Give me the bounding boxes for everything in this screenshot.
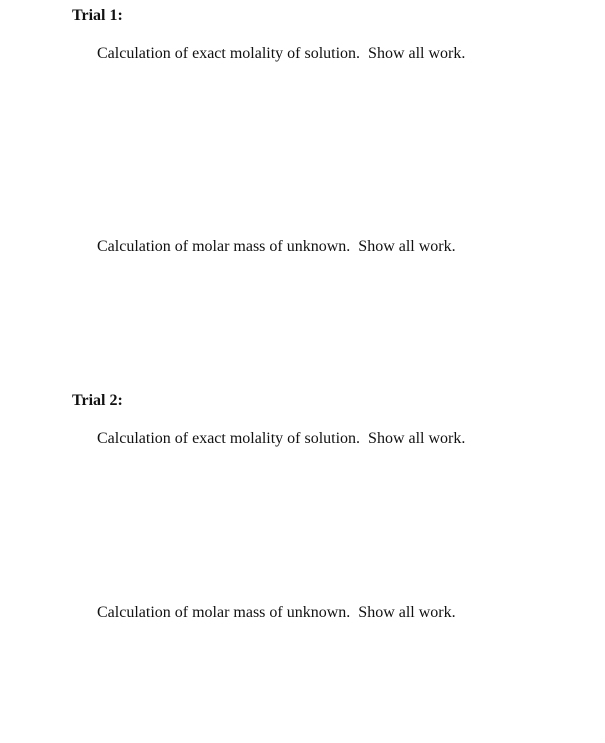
trial-1-molality-prompt: Calculation of exact molality of solution. Show all work. — [97, 45, 466, 62]
trial-1-heading: Trial 1: — [72, 7, 123, 24]
trial-2-molality-prompt: Calculation of exact molality of solution. Show all work. — [97, 430, 466, 447]
trial-1-molar-mass-prompt: Calculation of molar mass of unknown. Show all work. — [97, 238, 456, 255]
trial-2-molar-mass-prompt: Calculation of molar mass of unknown. Show all work. — [97, 604, 456, 621]
trial-2-heading: Trial 2: — [72, 392, 123, 409]
